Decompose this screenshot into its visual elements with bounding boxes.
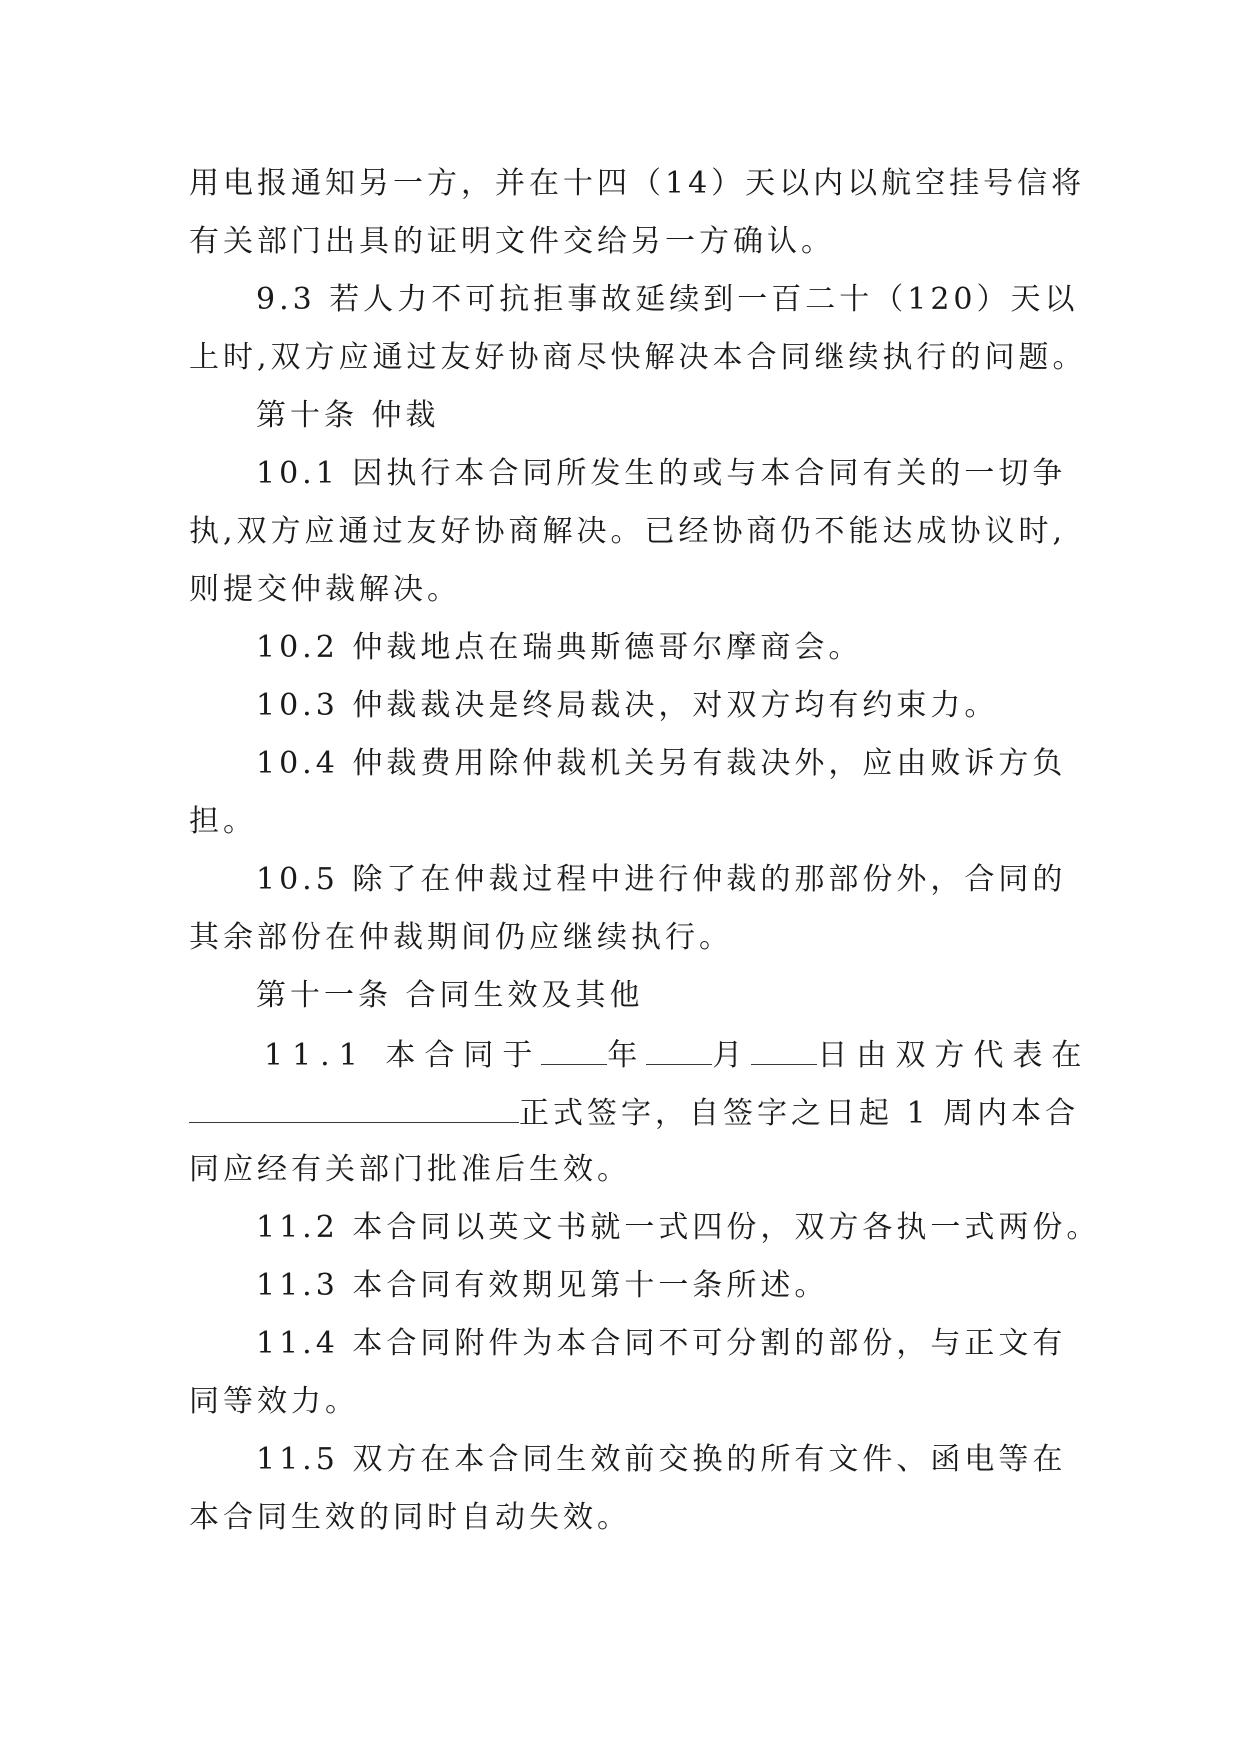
text-line <box>189 1092 1079 1132</box>
text-segment: 正式签字，自签字之日起 1 周内本合 <box>519 1096 1080 1131</box>
clause-11-5: 11.5 双方在本合同生效前交换的所有文件、函电等在 <box>256 1442 1067 1477</box>
month-blank[interactable] <box>646 1034 712 1065</box>
clause-10-1: 10.1 因执行本合同所发生的或与本合同有关的一切争 <box>256 456 1067 491</box>
text-line: 上时,双方应通过友好协商尽快解决本合同继续执行的问题。 <box>189 340 1087 375</box>
clause-11-1-text: 11.1 本合同于 <box>264 1038 542 1073</box>
text-line: 用电报通知另一方，并在十四（14）天以内以航空挂号信将 <box>189 166 1086 201</box>
clause-11-3: 11.3 本合同有效期见第十一条所述。 <box>256 1268 829 1303</box>
text-line: 执,双方应通过友好协商解决。已经协商仍不能达成协议时, <box>189 514 1067 549</box>
text-line: 其余部份在仲裁期间仍应继续执行。 <box>189 920 733 955</box>
clause-11-1 <box>264 1034 1090 1074</box>
month-label: 月 <box>712 1038 752 1073</box>
signing-place-blank[interactable] <box>189 1092 519 1123</box>
clause-10-2: 10.2 仲裁地点在瑞典斯德哥尔摩商会。 <box>256 630 863 665</box>
text-line: 本合同生效的同时自动失效。 <box>189 1500 631 1535</box>
clause-10-3: 10.3 仲裁裁决是终局裁决，对双方均有约束力。 <box>256 688 999 723</box>
clause-10-4: 10.4 仲裁费用除仲裁机关另有裁决外，应由败诉方负 <box>256 746 1067 781</box>
clause-11-4: 11.4 本合同附件为本合同不可分割的部份，与正文有 <box>256 1326 1067 1361</box>
year-label: 年 <box>607 1038 647 1073</box>
text-line: 同等效力。 <box>189 1384 359 1419</box>
text-line: 有关部门出具的证明文件交给另一方确认。 <box>189 224 835 259</box>
section-heading-11: 第十一条 合同生效及其他 <box>256 978 644 1013</box>
clause-11-2: 11.2 本合同以英文书就一式四份，双方各执一式两份。 <box>256 1210 1101 1245</box>
text-line: 同应经有关部门批准后生效。 <box>189 1152 631 1187</box>
clause-10-5: 10.5 除了在仲裁过程中进行仲裁的那部份外，合同的 <box>256 862 1067 897</box>
text-line: 则提交仲裁解决。 <box>189 572 461 607</box>
section-heading-10: 第十条 仲裁 <box>256 398 440 433</box>
year-blank[interactable] <box>541 1034 607 1065</box>
clause-9-3: 9.3 若人力不可抗拒事故延续到一百二十（120）天以 <box>256 282 1079 317</box>
day-blank[interactable] <box>751 1034 817 1065</box>
day-label: 日由双方代表在 <box>817 1038 1091 1073</box>
text-line: 担。 <box>189 804 257 839</box>
